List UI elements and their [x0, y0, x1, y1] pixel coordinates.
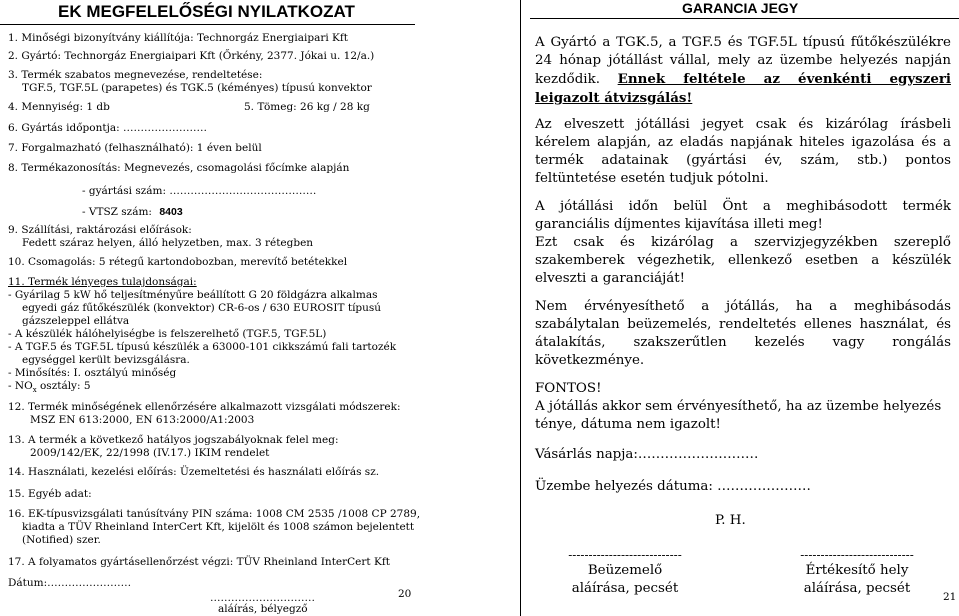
item-16-line-2: kiadta a TÜV Rheinland InterCert Kft, kijelölt és 1008 számon bejelentett — [22, 521, 415, 533]
item-10: 10. Csomagolás: 5 rétegű kartondobozban, merevítő betétekkel — [8, 256, 348, 268]
title-rule — [0, 24, 415, 25]
seller-title: Értékesítő hely — [805, 563, 909, 578]
item-4: 4. Mennyiség: 1 db — [8, 101, 110, 113]
warranty-paragraph-1 — [535, 34, 951, 108]
declaration-title: EK MEGFELELŐSÉGI NYILATKOZAT — [58, 2, 355, 21]
warranty-paragraph-2: Az elveszett jótállási jegyet csak és kizárólag írásbeli kérelem alapján, az eladás napjának hiteles igazolása és a termék adatainak (gyártási év, szám, stb.) pontos feltüntetése esetén tudjuk pótolni. — [535, 117, 951, 186]
item-16-line-3: (Notified) szer. — [22, 534, 101, 546]
item-5: 5. Tömeg: 26 kg / 28 kg — [244, 101, 370, 113]
item-15: 15. Egyéb adat: — [8, 488, 92, 500]
item-1: 1. Minőségi bizonyítvány kiállítója: Technorgáz Energiaipari Kft — [8, 32, 348, 44]
item-7: 7. Forgalmazható (felhasználható): 1 éven belül — [8, 142, 262, 154]
vtsz-label: - VTSZ szám: — [82, 206, 152, 218]
warranty-paragraph-4: Nem érvényesíthető a jótállás, ha a meghibásodás szabálytalan beüzemelés, rendeltetés ellenes használat, és átalakítás, szakszerűtlen kezelés vagy rongálás következménye. — [535, 299, 951, 368]
warranty-terms-text: A Gyártó a TGK.5, a TGF.5 és TGF.5L típusú fűtőkészülékre 24 hónap jótállást vállal, mely az üzembe helyezés napján kezdődik. — [535, 35, 951, 87]
item-9-label: 9. Szállítási, raktározási előírások: — [8, 224, 192, 236]
vtsz-value: 8403 — [159, 206, 183, 218]
item-13-value: 2009/142/EK, 22/1998 (IV.17.) IKIM rendelet — [30, 447, 270, 459]
item-12-value: MSZ EN 613:2000, EN 613:2000/A1:2003 — [30, 414, 255, 426]
item-11-line-5: - A TGF.5 és TGF.5L típusú készülék a 63000-101 cikkszámú fali tartozék — [8, 341, 397, 353]
item-11-line-6: egységgel került bevizsgálásra. — [22, 354, 190, 366]
seller-signature-label: aláírása, pecsét — [803, 581, 911, 596]
item-8: 8. Termékazonosítás: Megnevezés, csomagolási főcímke alapján — [8, 162, 350, 174]
page-number-left: 20 — [398, 588, 412, 600]
important-heading: FONTOS! — [535, 381, 602, 396]
item-3-value: TGF.5, TGF.5L (parapetes) és TGK.5 (kéményes) típusú konvektor — [22, 82, 372, 94]
item-11-line-3: gázszeleppel ellátva — [22, 315, 130, 327]
warranty-title-rule — [530, 18, 959, 19]
item-9-value: Fedett száraz helyen, álló helyzetben, max. 3 rétegben — [22, 237, 314, 249]
item-2: 2. Gyártó: Technorgáz Energiaipari Kft (Őrkény, 2377. Jókai u. 12/a.) — [8, 50, 375, 62]
item-11-line-2: egyedi gáz fűtőkészülék (konvektor) CR-6-os / 630 EUROSIT típusú — [22, 302, 382, 314]
warranty-paragraph-3b: Ezt csak és kizárólag a szervizjegyzékben szereplő szakemberek végezhetik, ellenkező esetben a készülék elveszti a garanciáját! — [535, 235, 951, 286]
item-11-line-7: - Minősítés: I. osztályú minőség — [8, 367, 177, 379]
item-14: 14. Használati, kezelési előírás: Üzemeltetési és használati előírás sz. — [8, 466, 380, 478]
warranty-paragraph-3a: A jótállási időn belül Önt a meghibásodott termék garanciális díjmentes kijavítása illeti meg! — [535, 199, 951, 232]
page-divider — [520, 0, 521, 616]
nox-suffix: osztály: 5 — [36, 380, 91, 392]
item-8-serial: - gyártási szám: …………………………………… — [82, 185, 317, 197]
nox-subscript: x — [32, 386, 37, 395]
purchase-date-field: Vásárlás napja:……………………… — [535, 447, 759, 462]
item-11-nox — [8, 380, 91, 394]
signature-line-2: ---------------------------- — [800, 548, 914, 562]
item-16-line-1: 16. EK-típusvizsgálati tanúsítvány PIN száma: 1008 CM 2535 /1008 CP 2789, — [8, 508, 421, 520]
item-11-title: 11. Termék lényeges tulajdonságai: — [8, 276, 197, 288]
signature-label: aláírás, bélyegző — [218, 603, 308, 615]
commissioning-date-field: Üzembe helyezés dátuma: ………………… — [535, 479, 811, 494]
item-12-label: 12. Termék minőségének ellenőrzésére alkalmazott vizsgálati módszerek: — [8, 401, 401, 413]
item-11-line-4: - A készülék hálóhelyiségbe is felszerelhető (TGF.5, TGF.5L) — [8, 328, 327, 340]
item-8-vtsz — [82, 206, 183, 218]
item-6: 6. Gyártás időpontja: …………………… — [8, 122, 207, 134]
item-11-line-1: - Gyárilag 5 kW hő teljesítményűre beállított G 20 földgázra alkalmas — [8, 289, 378, 301]
item-3-label: 3. Termék szabatos megnevezése, rendeltetése: — [8, 69, 263, 81]
item-17: 17. A folyamatos gyártásellenőrzést végzi: TÜV Rheinland InterCert Kft — [8, 556, 390, 568]
warranty-paragraph-5: A jótállás akkor sem érvényesíthető, ha az üzembe helyezés ténye, dátuma nem igazolt! — [535, 399, 942, 432]
date-field: Dátum:…………………… — [8, 577, 132, 589]
warranty-condition: Ennek feltétele az évenkénti egyszeri leigazolt átvizsgálás! — [535, 71, 951, 106]
item-13-label: 13. A termék a következő hatályos jogszabályoknak felel meg: — [8, 434, 339, 446]
warranty-title: GARANCIA JEGY — [682, 0, 799, 16]
commissioner-title: Beüzemelő — [587, 563, 663, 578]
commissioner-signature-label: aláírása, pecsét — [571, 581, 679, 596]
signature-line-1: ---------------------------- — [568, 548, 682, 562]
nox-prefix: - NO — [8, 380, 33, 392]
stamp-placeholder: P. H. — [715, 513, 746, 528]
signature-dots: ………………………… — [210, 592, 315, 604]
page-number-right: 21 — [943, 591, 957, 603]
